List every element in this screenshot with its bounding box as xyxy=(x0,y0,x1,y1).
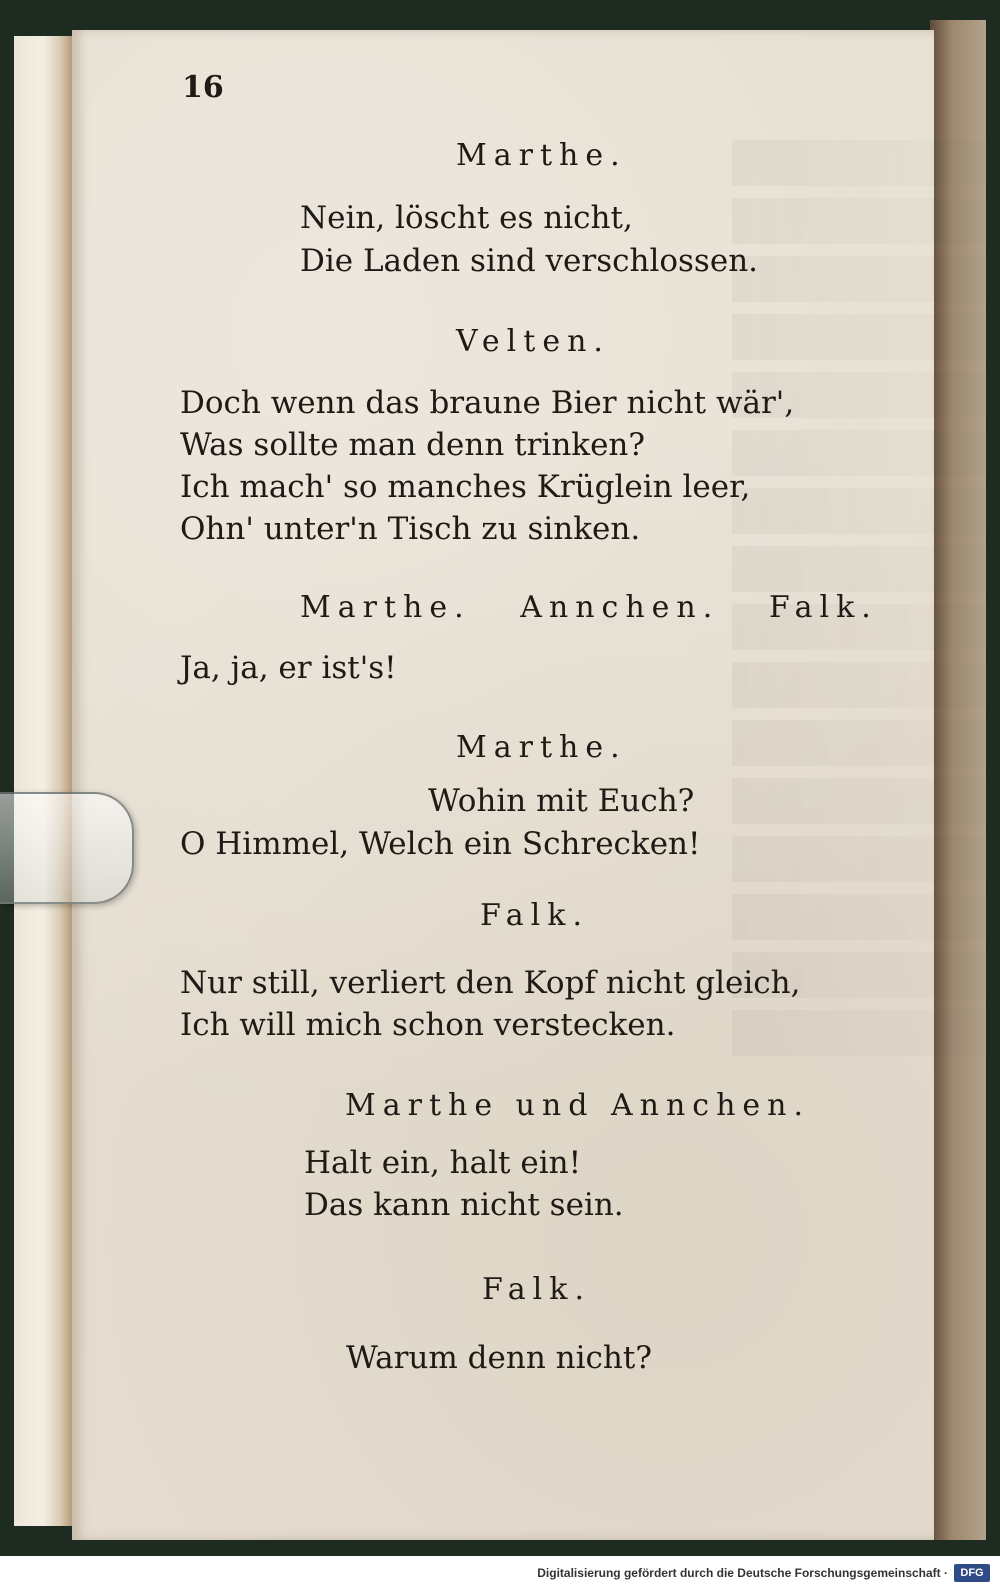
verse-line: Nein, löscht es nicht, xyxy=(300,200,633,236)
verse-line: Die Laden sind verschlossen. xyxy=(300,243,759,279)
verse-line: Das kann nicht sein. xyxy=(304,1187,624,1223)
verse-line: O Himmel, Welch ein Schrecken! xyxy=(180,826,701,862)
speaker-heading: Marthe und Annchen. xyxy=(345,1088,811,1123)
page-stack-right-edge xyxy=(930,20,986,1540)
verse-line: Was sollte man denn trinken? xyxy=(180,427,646,463)
speaker-heading: Falk. xyxy=(482,1272,591,1307)
speaker-heading: Velten. xyxy=(456,324,610,359)
page-stack-left-edge xyxy=(14,36,72,1526)
funding-notice: Digitalisierung gefördert durch die Deutsche Forschungsgemeinschaft · xyxy=(537,1566,948,1580)
speaker-heading: Marthe. xyxy=(456,138,627,173)
verse-line: Ich will mich schon verstecken. xyxy=(180,1007,676,1043)
verse-line: Nur still, verliert den Kopf nicht gleich, xyxy=(180,965,801,1001)
page-holder-clip xyxy=(0,792,134,904)
verse-line: Ich mach' so manches Krüglein leer, xyxy=(180,469,751,505)
verse-line: Ohn' unter'n Tisch zu sinken. xyxy=(180,511,641,547)
speaker-heading: Marthe. Annchen. Falk. xyxy=(300,590,878,625)
verse-line: Warum denn nicht? xyxy=(346,1340,652,1376)
page-number: 16 xyxy=(182,70,224,105)
dfg-logo: DFG xyxy=(954,1564,990,1582)
verse-line: Ja, ja, er ist's! xyxy=(180,650,397,686)
verse-line: Wohin mit Euch? xyxy=(428,783,695,819)
speaker-heading: Falk. xyxy=(480,898,589,933)
verse-line: Halt ein, halt ein! xyxy=(304,1145,582,1181)
speaker-heading: Marthe. xyxy=(456,730,627,765)
digitization-footer xyxy=(0,1556,1000,1594)
verse-line: Doch wenn das braune Bier nicht wär', xyxy=(180,385,795,421)
